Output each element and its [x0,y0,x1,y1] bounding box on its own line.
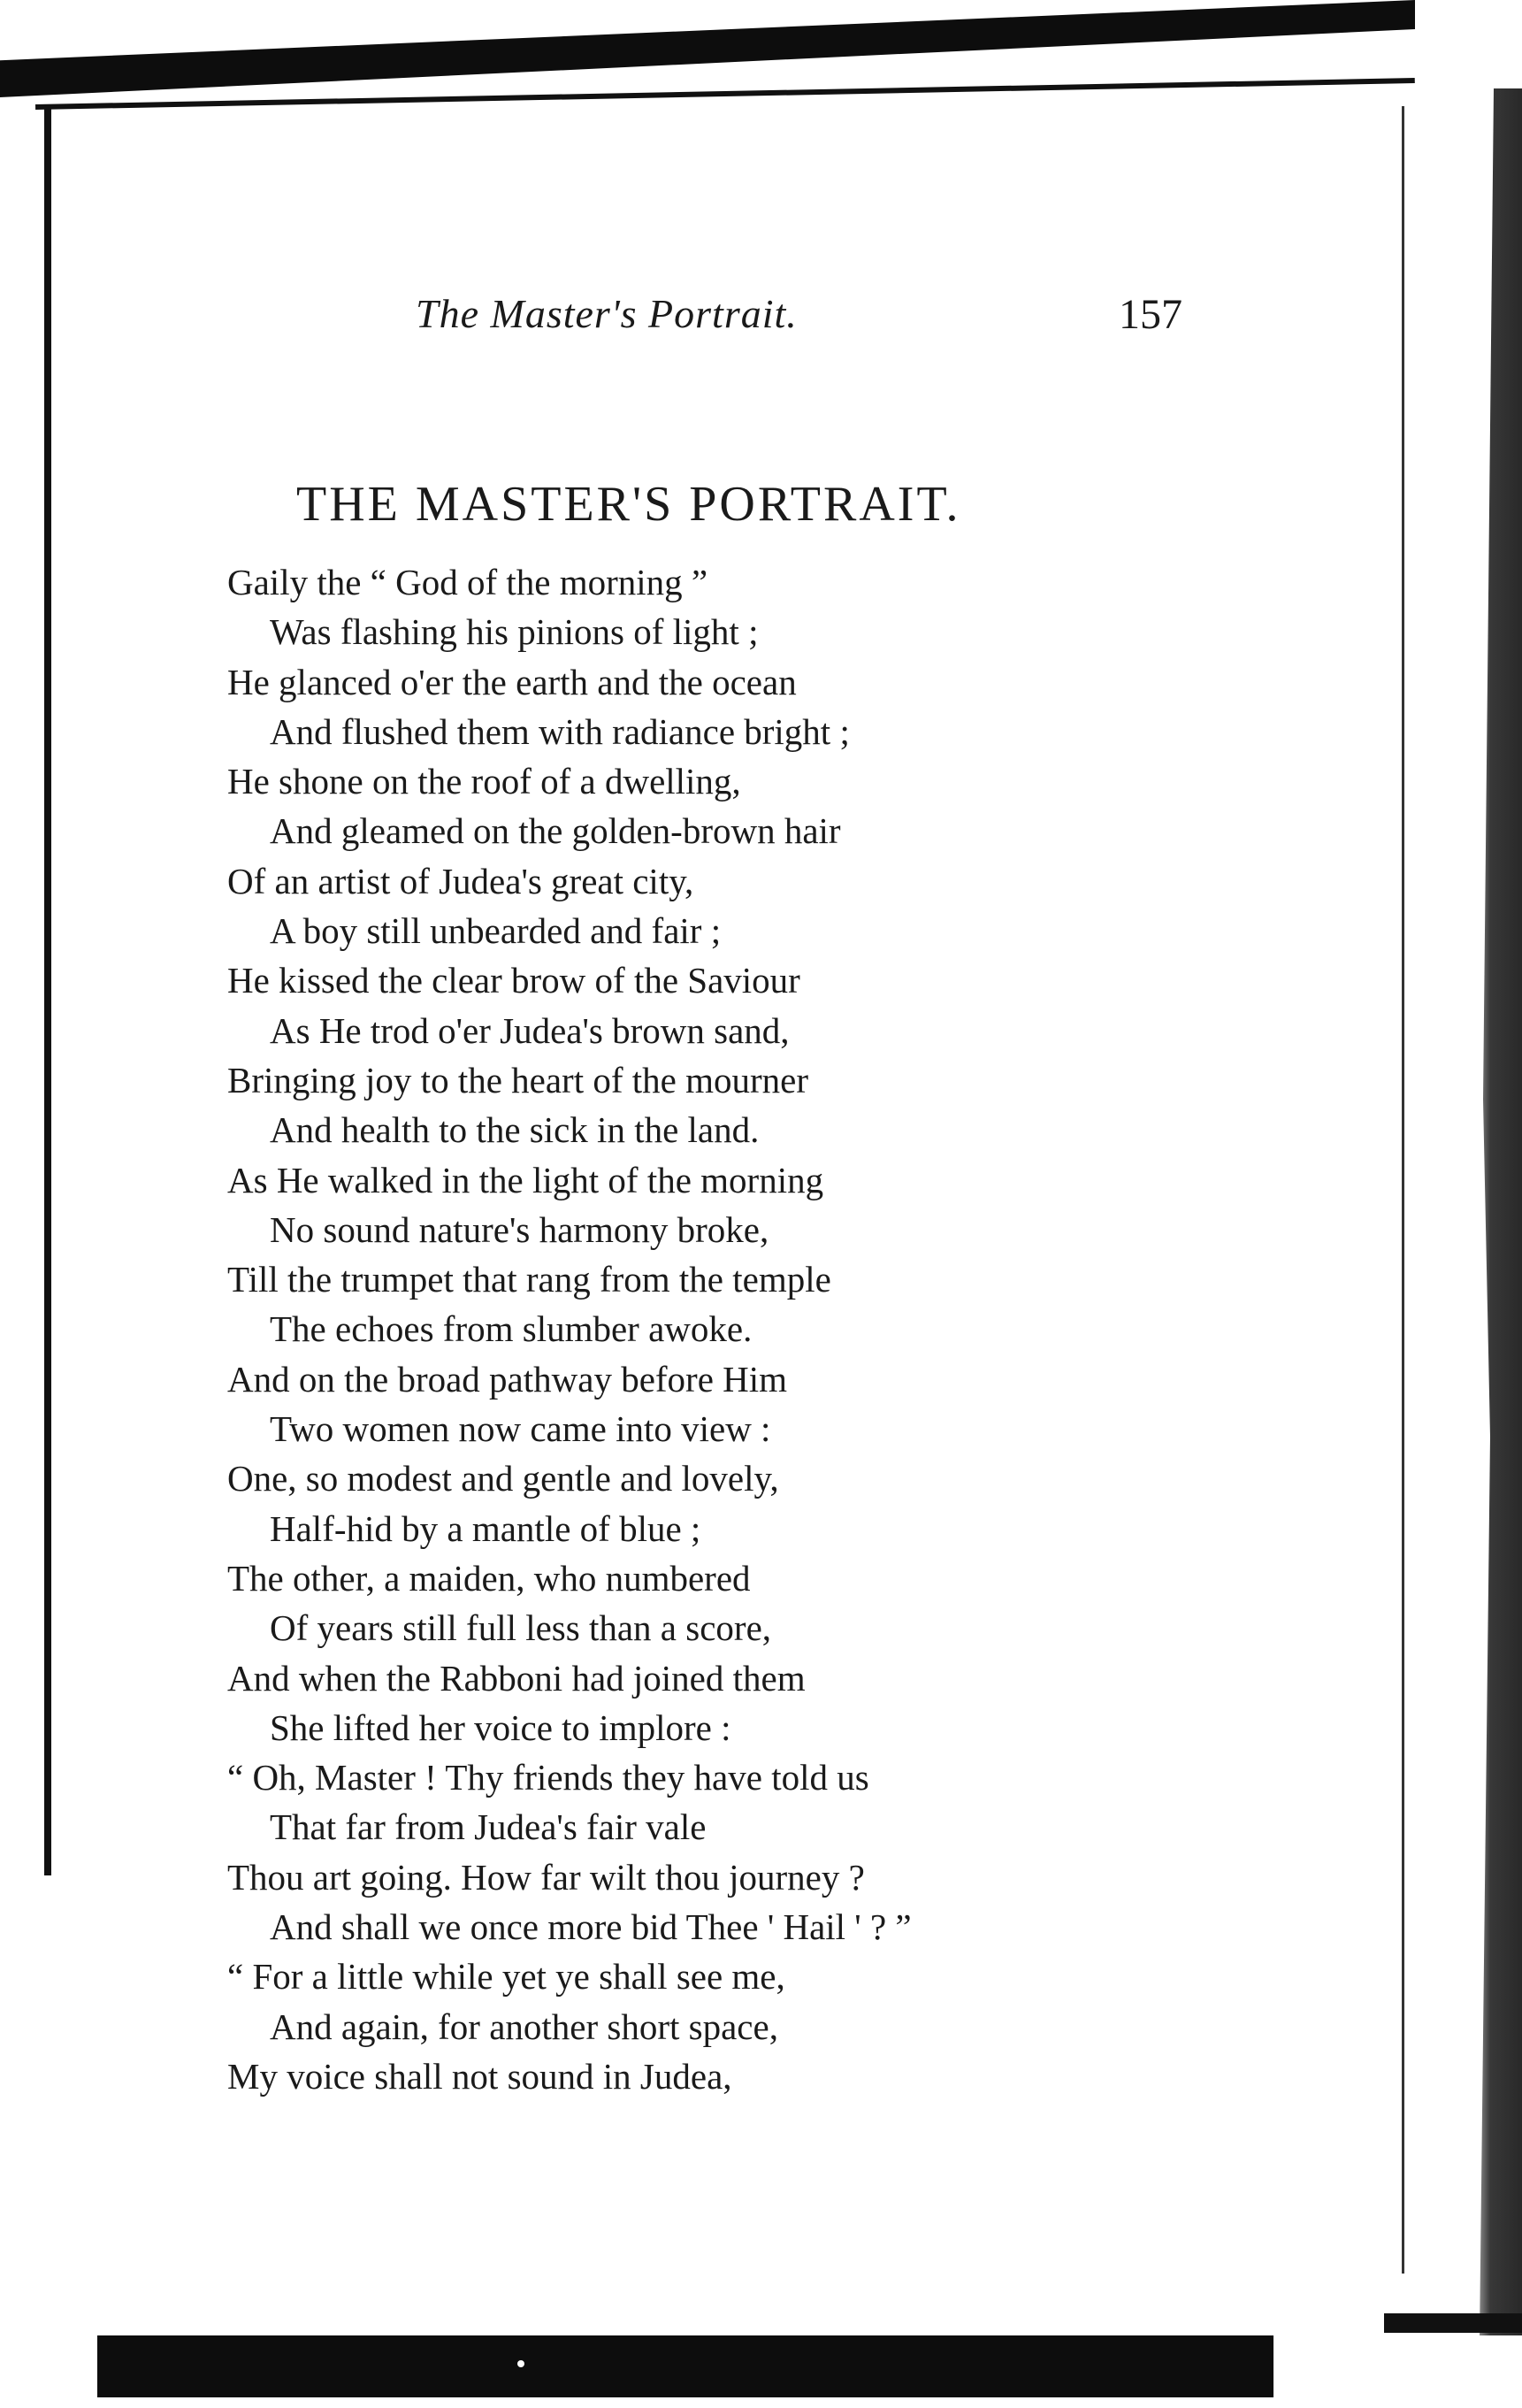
page-left-border [44,106,51,1875]
poem-line: And on the broad pathway before Him [227,1358,788,1400]
poem-line: And flushed them with radiance bright ; [270,710,850,752]
poem-line: Half-hid by a mantle of blue ; [270,1507,701,1549]
poem-line: One, so modest and gentle and lovely, [227,1458,779,1499]
poem-line: Thou art going. How far wilt thou journey ? [227,1856,865,1898]
poem-line: The echoes from slumber awoke. [270,1308,753,1350]
running-head [0,281,1522,352]
poem-line: That far from Judea's fair vale [270,1806,707,1848]
poem-line: My voice shall not sound in Judea, [227,2055,732,2097]
poem-line: Of an artist of Judea's great city, [227,860,694,901]
poem-line: Of years still full less than a score, [270,1607,772,1649]
page-right-border [1402,106,1404,2274]
poem-line: And when the Rabboni had joined them [227,1657,806,1699]
poem-line: He glanced o'er the earth and the ocean [227,661,797,702]
poem-line: “ Oh, Master ! Thy friends they have told us [227,1757,869,1798]
poem-line: And health to the sick in the land. [270,1109,760,1151]
page-number: 157 [1119,291,1182,338]
poem-line: And shall we once more bid Thee ' Hail ' ? ” [270,1906,912,1948]
scan-speck [517,2360,524,2367]
poem-line: Bringing joy to the heart of the mourner [227,1059,808,1100]
poem-body [227,557,1244,2101]
poem-line: Was flashing his pinions of light ; [270,611,759,653]
scan-right-edge [1451,88,1522,2335]
poem-line: Gaily the “ God of the morning ” [227,562,708,602]
scan-bottom-edge [97,2335,1273,2397]
poem-line: “ For a little while yet ye shall see me, [227,1956,785,1998]
scan-bottom-right-edge [1384,2313,1522,2333]
running-title: The Master's Portrait. [416,291,798,336]
poem-line: As He trod o'er Judea's brown sand, [270,1009,790,1051]
poem-line: No sound nature's harmony broke, [270,1208,769,1250]
poem-line: And again, for another short space, [270,2005,778,2047]
poem-line: And gleamed on the golden-brown hair [270,810,841,852]
poem-line: A boy still unbearded and fair ; [270,910,722,952]
poem-line: She lifted her voice to implore : [270,1706,731,1748]
poem-line: The other, a maiden, who numbered [227,1557,751,1599]
poem-line: He shone on the roof of a dwelling, [227,761,741,802]
poem-title: THE MASTER'S PORTRAIT. [296,477,961,532]
poem-line: Till the trumpet that rang from the temple [227,1259,831,1300]
poem-line: He kissed the clear brow of the Saviour [227,960,800,1001]
poem-line: Two women now came into view : [270,1408,771,1450]
poem-line: As He walked in the light of the morning [227,1159,824,1200]
